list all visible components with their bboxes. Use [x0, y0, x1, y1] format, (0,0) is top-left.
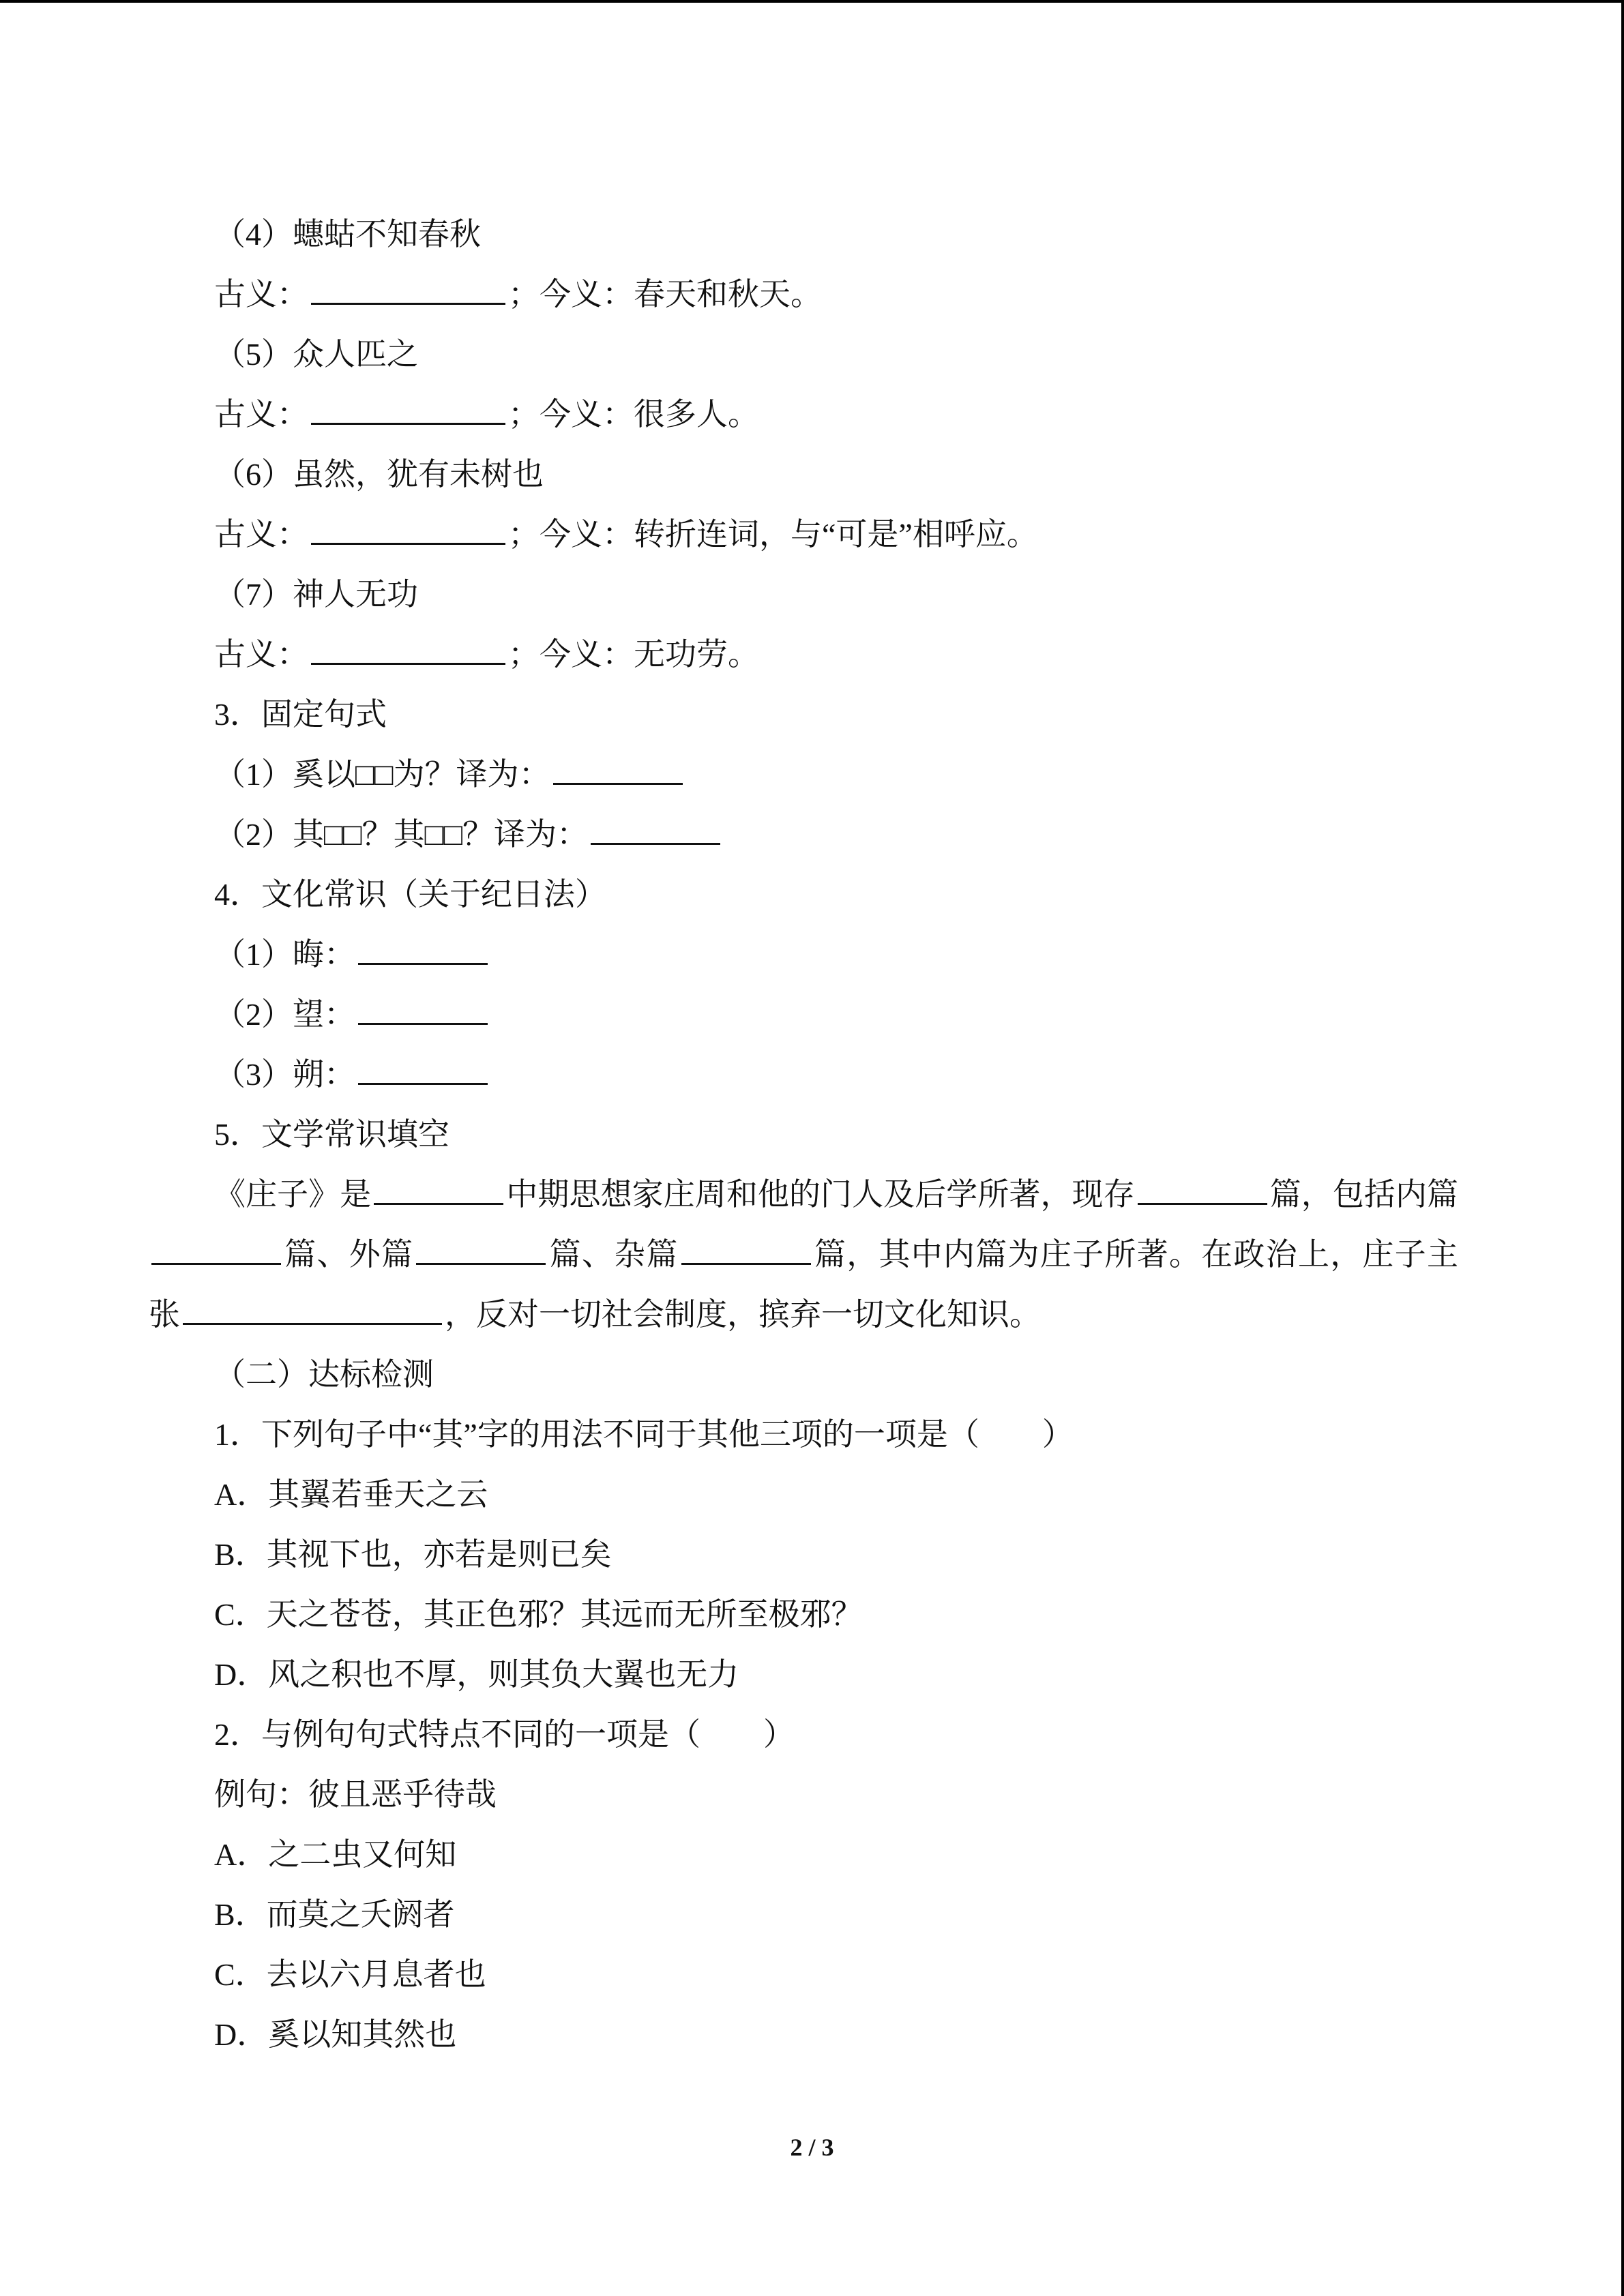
modern-meaning: ；今义：转折连词，与“可是”相呼应。 — [508, 517, 1038, 552]
test-2-question: 2．与例句句式特点不同的一项是（ ） — [214, 1717, 795, 1752]
answer-blank[interactable] — [681, 1234, 811, 1265]
test-2-option-d[interactable]: D．奚以知其然也 — [214, 2017, 457, 2052]
para-text: 篇、外篇 — [284, 1237, 414, 1272]
question-5-title: （5）众人匹之 — [214, 337, 418, 372]
answer-blank[interactable] — [358, 994, 488, 1025]
test-2-example: 例句：彼且恶乎待哉 — [214, 1777, 497, 1812]
section-3-title: 3．固定句式 — [214, 697, 387, 732]
para-text: 中期思想家庄周和他的门人及后学所著，现存 — [506, 1177, 1135, 1212]
ancient-meaning-label: 古义： — [214, 277, 308, 312]
test-1-option-d[interactable]: D．风之积也不厚，则其负大翼也无力 — [214, 1657, 739, 1692]
test-2-option-c[interactable]: C．去以六月息者也 — [214, 1957, 486, 1992]
para-text: ，反对一切社会制度，摈弃一切文化知识。 — [445, 1297, 1041, 1332]
section-4-item-2 — [149, 985, 1458, 1045]
modern-meaning: ；今义：无功劳。 — [508, 637, 759, 672]
ancient-meaning-label: 古义： — [214, 517, 308, 552]
page-top-border — [0, 0, 1624, 3]
test-1-option-c[interactable]: C．天之苍苍，其正色邪？其远而无所至极邪？ — [214, 1597, 863, 1632]
question-4-meaning — [149, 265, 1458, 325]
section-5-paragraph — [149, 1165, 1458, 1345]
test-1-option-b[interactable]: B．其视下也，亦若是则已矣 — [214, 1537, 612, 1572]
document-body — [149, 205, 1458, 2065]
answer-blank[interactable] — [311, 514, 505, 545]
answer-blank[interactable] — [416, 1234, 546, 1265]
item-text: （2）望： — [214, 997, 355, 1032]
test-1-option-a[interactable]: A．其翼若垂天之云 — [214, 1477, 488, 1512]
para-text: 篇，包括内篇 — [1269, 1177, 1458, 1212]
answer-blank[interactable] — [311, 634, 505, 665]
question-7-meaning — [149, 625, 1458, 685]
question-6-meaning — [149, 505, 1458, 565]
answer-blank[interactable] — [151, 1234, 281, 1265]
question-6-title: （6）虽然，犹有未树也 — [214, 457, 544, 492]
section-4-title: 4．文化常识（关于纪日法） — [214, 877, 606, 912]
test-2-option-a[interactable]: A．之二虫又何知 — [214, 1837, 457, 1872]
para-text: 《庄子》是 — [214, 1177, 372, 1212]
part-2-title: （二）达标检测 — [214, 1357, 434, 1392]
answer-blank[interactable] — [374, 1174, 503, 1205]
modern-meaning: ；今义：很多人。 — [508, 397, 759, 432]
section-4-item-3 — [149, 1045, 1458, 1105]
answer-blank[interactable] — [183, 1294, 442, 1325]
answer-blank[interactable] — [311, 394, 505, 425]
answer-blank[interactable] — [591, 814, 720, 845]
answer-blank[interactable] — [553, 754, 683, 785]
section-3-item-1 — [149, 745, 1458, 805]
question-7-title: （7）神人无功 — [214, 577, 418, 612]
modern-meaning: ；今义：春天和秋天。 — [508, 277, 822, 312]
para-text: 篇、杂篇 — [548, 1237, 679, 1272]
page-right-border — [1621, 0, 1624, 2296]
section-3-item-2 — [149, 805, 1458, 865]
item-text: （1）奚以□□为？译为： — [214, 757, 550, 792]
test-1-question: 1．下列句子中“其”字的用法不同于其他三项的一项是（ ） — [214, 1417, 1074, 1452]
answer-blank[interactable] — [358, 1054, 488, 1085]
ancient-meaning-label: 古义： — [214, 397, 308, 432]
question-4-title: （4）蟪蛄不知春秋 — [214, 217, 481, 252]
section-5-title: 5．文学常识填空 — [214, 1117, 449, 1152]
ancient-meaning-label: 古义： — [214, 637, 308, 672]
answer-blank[interactable] — [311, 274, 505, 305]
item-text: （2）其□□？其□□？译为： — [214, 817, 589, 852]
page-number: 2 / 3 — [790, 2134, 834, 2161]
item-text: （1）晦： — [214, 937, 355, 972]
question-5-meaning — [149, 385, 1458, 445]
section-4-item-1 — [149, 925, 1458, 985]
answer-blank[interactable] — [1138, 1174, 1267, 1205]
para-text: 篇，其中内篇为庄子所著。在政治上，庄子主张 — [149, 1237, 1459, 1332]
test-2-option-b[interactable]: B．而莫之夭阏者 — [214, 1897, 455, 1932]
answer-blank[interactable] — [358, 934, 488, 965]
item-text: （3）朔： — [214, 1057, 355, 1092]
